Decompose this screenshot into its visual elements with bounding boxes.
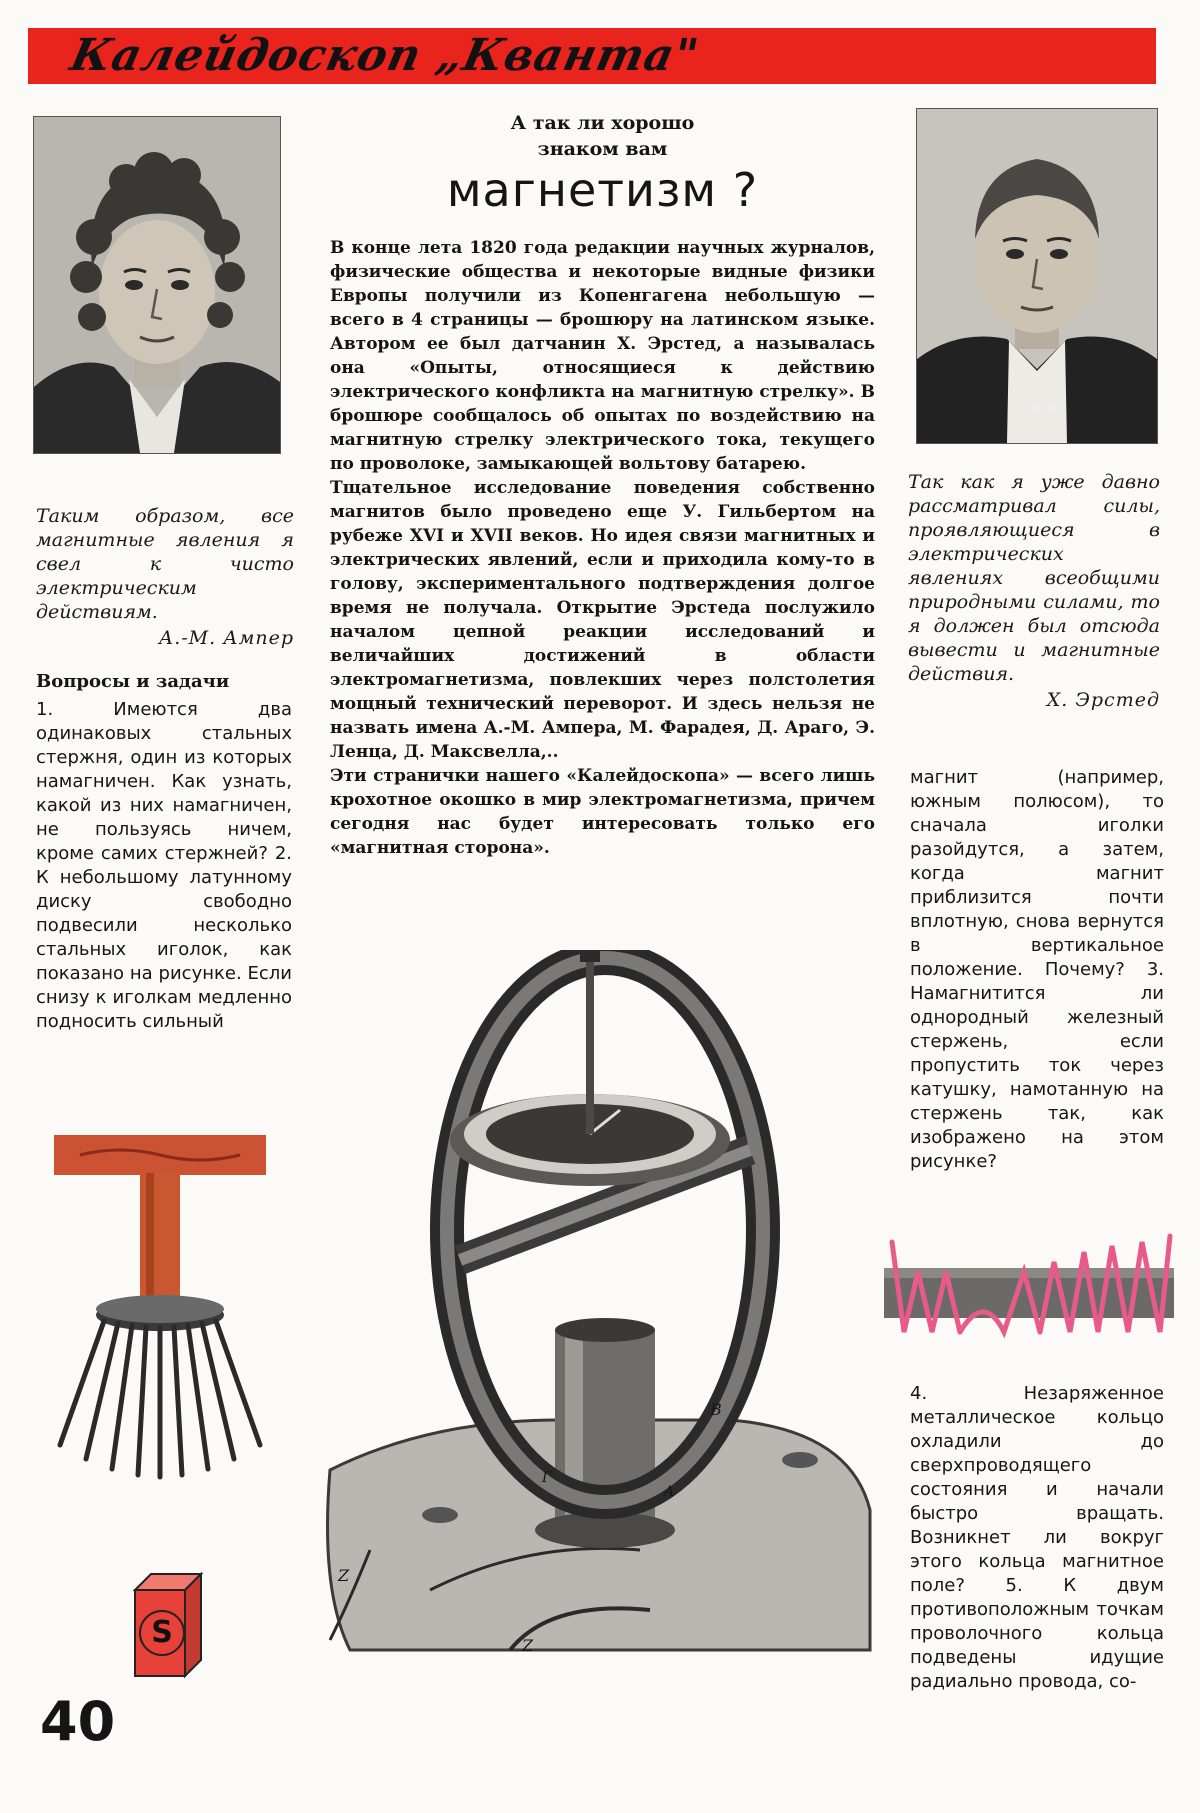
label-b: B xyxy=(710,1400,722,1419)
article-heading xyxy=(330,110,875,218)
article-headline: магнетизм ? xyxy=(446,163,759,217)
questions-title: Вопросы и задачи xyxy=(36,671,230,692)
header-banner xyxy=(28,28,1156,84)
portrait-ampere xyxy=(33,116,281,454)
label-z-left: Z xyxy=(338,1566,350,1585)
kicker-line-2: знаком вам xyxy=(537,138,668,160)
needles-icon xyxy=(40,1125,290,1485)
label-a: A xyxy=(664,1484,675,1500)
galvanometer-icon xyxy=(310,950,890,1670)
body-paragraph: Эти странички нашего «Калейдоскопа» — всего лишь крохотное окошко в мир электромагнетизма, причем сегодня нас будет интересовать только его «магнитная сторона». xyxy=(330,766,875,858)
body-paragraph: Тщательное исследование поведения собственно магнитов было проведено еще У. Гильбертом на рубеже XVI и XVII веков. Но идея связи магнитных и электрических явлений, если и приходила кому-то в голову, экспериментального подтверждения долгое время не получала. Открытие Эрстеда послужило началом цепной реакции исследований и величайших достижений в области электромагнетизма, повлекших через полстолетия мощный технический переворот. И здесь нельзя не назвать имена А.-М. Ампера, М. Фарадея, Д. Араго, Э. Ленца, Д. Максвелла,.. xyxy=(330,478,875,762)
section-title: Калейдоскоп „Кванта" xyxy=(66,30,704,81)
oersted-quote-text: Так как я уже давно рассматривал силы, проявляющиеся в электрических явлениях всеобщими природными силами, то я должен был отсюда вывести и магнитные действия. xyxy=(908,471,1160,685)
questions-left xyxy=(36,670,292,1034)
coil-illustration xyxy=(884,1232,1180,1342)
portrait-oersted xyxy=(916,108,1158,444)
ampere-portrait-icon xyxy=(34,117,280,453)
ampere-quote xyxy=(36,504,294,650)
needle-disk-illustration xyxy=(40,1125,290,1485)
label-z-bottom: Z xyxy=(522,1636,534,1655)
oersted-portrait-icon xyxy=(917,109,1157,443)
ampere-quote-text: Таким образом, все магнитные явления я свел к чисто электрическим действиям. xyxy=(36,505,294,623)
oersted-quote-author: Х. Эрстед xyxy=(1046,689,1160,711)
body-paragraph: В конце лета 1820 года редакции научных журналов, физические общества и некоторые видные физики Европы получили из Копенгагена небольшую — всего в 4 страницы — брошюру на латинском языке. Автором ее был датчанин Х. Эрстед, а называлась она «Опыты, относящиеся к действию электрического конфликта на магнитную стрелку». В брошюре сообщалось об опытах по воздействию на магнитную стрелку электрического тока, текущего по проволоке, замыкающей вольтову батарею. xyxy=(330,238,875,474)
galvanometer-illustration xyxy=(310,950,890,1670)
page-number: 40 xyxy=(40,1690,116,1753)
questions-text-right-bottom: 4. Незаряженное металлическое кольцо охладили до сверхпроводящего состояния и начали быстро вращать. Возникнет ли вокруг этого кольца магнитное поле? 5. К двум противоположным точкам проволочного кольца подведены идущие радиально провода, со- xyxy=(910,1383,1164,1692)
oersted-quote xyxy=(908,470,1160,712)
label-g: Г xyxy=(542,1470,552,1486)
questions-right-bottom xyxy=(910,1382,1164,1694)
magnet-illustration xyxy=(125,1570,205,1682)
article-body xyxy=(330,236,875,860)
magnet-pole-label: S xyxy=(139,1610,185,1656)
questions-text-right: магнит (например, южным полюсом), то сначала иголки разойдутся, а затем, когда магнит приблизится почти вплотную, снова вернутся в вертикальное положение. Почему? 3. Намагнитится ли однородный железный стержень, если пропустить ток через катушку, намотанную на стержень так, как изображено на этом рисунке? xyxy=(910,767,1164,1172)
coil-icon xyxy=(884,1232,1180,1342)
ampere-quote-author: А.-М. Ампер xyxy=(158,627,294,649)
questions-text-left: 1. Имеются два одинаковых стальных стержня, один из которых намагничен. Как узнать, какой из них намагничен, не пользуясь ничем, кроме самих стержней? 2. К небольшому латунному диску свободно подвесили несколько стальных иголок, как показано на рисунке. Если снизу к иголкам медленно подносить сильный xyxy=(36,699,292,1032)
kicker-line-1: А так ли хорошо xyxy=(510,112,695,134)
questions-right xyxy=(910,766,1164,1174)
